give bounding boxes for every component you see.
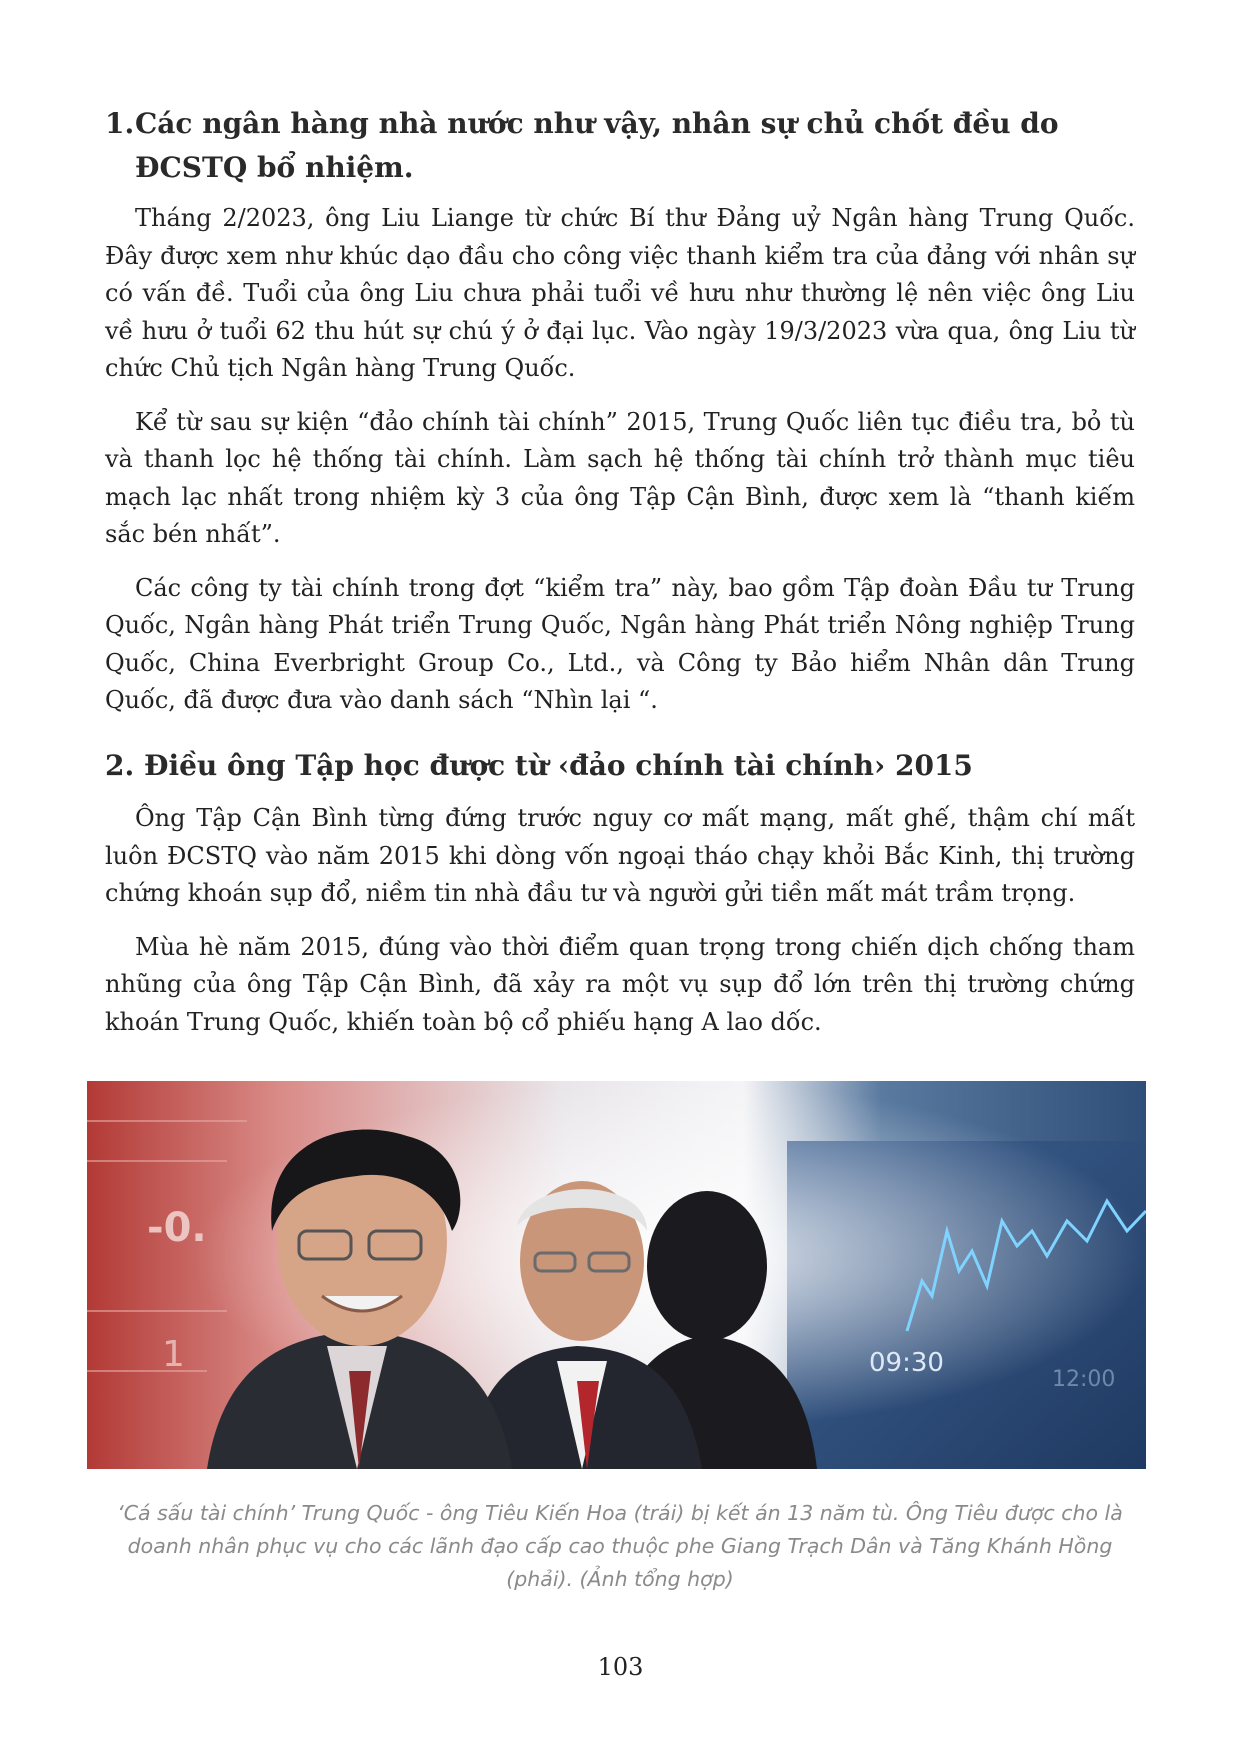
time-label: 09:30 — [869, 1348, 944, 1378]
news-photo — [87, 1081, 1146, 1469]
paragraph: Các công ty tài chính trong đợt “kiểm tra” này, bao gồm Tập đoàn Đầu tư Trung Quốc, Ngân hàng Phát triển Trung Quốc, Ngân hàng Phát triển Nông nghiệp Trung Quốc, China Everbright Group Co., Ltd., và Công ty Bảo hiểm Nhân dân Trung Quốc, đã được đưa vào danh sách “Nhìn lại “. — [105, 573, 1135, 714]
paragraph: Tháng 2/2023, ông Liu Liange từ chức Bí thư Đảng uỷ Ngân hàng Trung Quốc. Đây được xem như khúc dạo đầu cho công việc thanh kiểm tra của đảng với nhân sự có vấn đề. Tuổi của ông Liu chưa phải tuổi về hưu như thường lệ nên việc ông Liu về hưu ở tuổi 62 thu hút sự chú ý ở đại lục. Vào ngày 19/3/2023 vừa qua, ông Liu từ chức Chủ tịch Ngân hàng Trung Quốc. — [105, 204, 1135, 382]
section-2-body — [105, 800, 1135, 1041]
paragraph: Kể từ sau sự kiện “đảo chính tài chính” 2015, Trung Quốc liên tục điều tra, bỏ tù và thanh lọc hệ thống tài chính. Làm sạch hệ thống tài chính trở thành mục tiêu mạch lạc nhất trong nhiệm kỳ 3 của ông Tập Cận Bình, được xem là “thanh kiếm sắc bén nhất”. — [105, 407, 1135, 548]
figure-caption: ‘Cá sấu tài chính’ Trung Quốc - ông Tiêu Kiến Hoa (trái) bị kết án 13 năm tù. Ông Tiêu được cho là doanh nhân phục vụ cho các lãnh đạo cấp cao thuộc phe Giang Trạch Dân và Tăng Khánh Hồng (phải). (Ảnh tổng hợp) — [117, 1501, 1123, 1591]
section-1-body — [105, 200, 1135, 720]
section-1-heading — [105, 102, 1135, 190]
overlay-digit: 1 — [162, 1334, 185, 1375]
time-label-right: 12:00 — [1052, 1367, 1116, 1392]
paragraph: Mùa hè năm 2015, đúng vào thời điểm quan trọng trong chiến dịch chống tham nhũng của ông Tập Cận Bình, đã xảy ra một vụ sụp đổ lớn trên thị trường chứng khoán Trung Quốc, khiến toàn bộ cổ phiếu hạng A lao dốc. — [105, 932, 1135, 1036]
section-1-number: 1. — [105, 107, 135, 140]
page-number: 103 — [597, 1653, 644, 1681]
section-2-heading: 2. Điều ông Tập học được từ ‹đảo chính tài chính› 2015 — [105, 749, 973, 782]
paragraph: Ông Tập Cận Bình từng đứng trước nguy cơ mất mạng, mất ghế, thậm chí mất luôn ĐCSTQ vào năm 2015 khi dòng vốn ngoại tháo chạy khỏi Bắc Kinh, thị trường chứng khoán sụp đổ, niềm tin nhà đầu tư và người gửi tiền mất mát trầm trọng. — [105, 804, 1135, 907]
overlay-number: -0. — [147, 1205, 207, 1251]
section-1-title: Các ngân hàng nhà nước như vậy, nhân sự chủ chốt đều do ĐCSTQ bổ nhiệm. — [135, 107, 1059, 184]
